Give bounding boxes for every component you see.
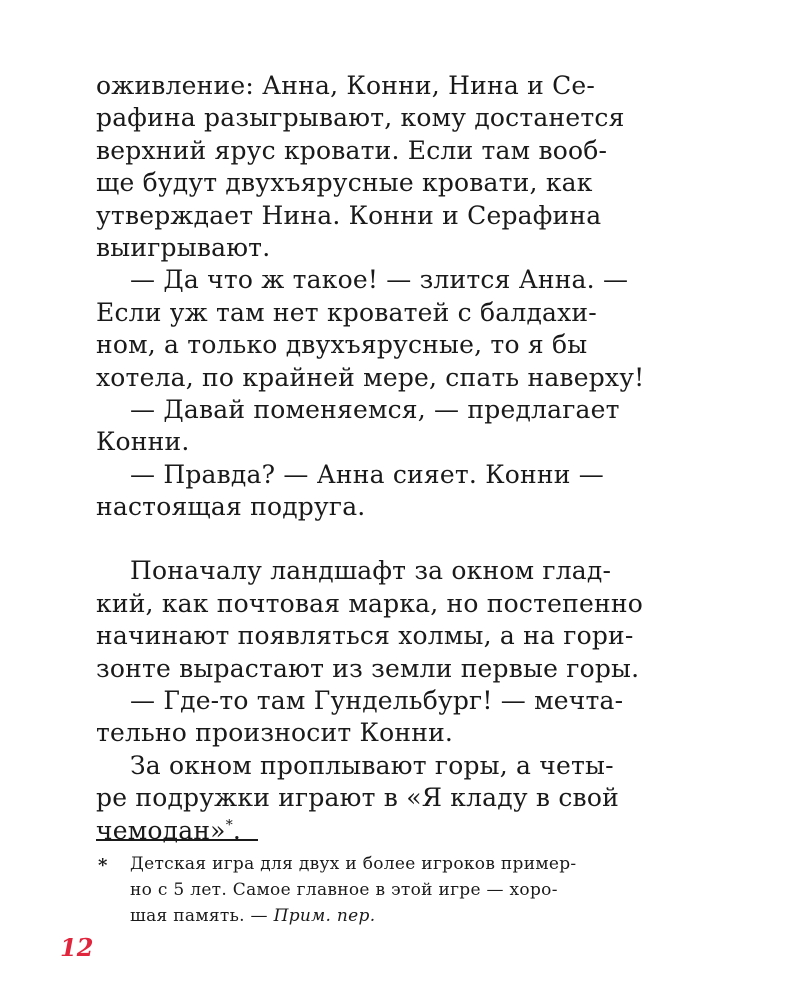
text-line: — Да что ж такое! — злится Анна. — [130, 265, 629, 295]
footnote-reference: * [225, 817, 233, 834]
footnote-marker: * [98, 855, 108, 876]
text-line: начинают появляться холмы, а на гори- [96, 621, 634, 651]
text-line: зонте вырастают из земли первые горы. [96, 653, 640, 683]
period: . [232, 815, 242, 845]
text-line: хотела, по крайней мере, спать наверху! [96, 362, 645, 392]
text-line [96, 815, 676, 847]
text-line: настоящая подруга. [96, 492, 366, 522]
text-line: рафина разыгрывают, кому достанется [96, 103, 625, 133]
text-line: утверждает Нина. Конни и Серафина [96, 200, 602, 230]
page-number: 12 [60, 933, 94, 962]
text-line: ном, а только двухъярусные, то я бы [96, 330, 588, 360]
text-line: Если уж там нет кроватей с балдахи- [96, 297, 597, 327]
paragraph-gap [96, 523, 676, 555]
text-line: — Правда? — Анна сияет. Конни — [130, 459, 604, 489]
text-line: кий, как почтовая марка, но постепенно [96, 588, 643, 618]
text-line: ре подружки играют в «Я кладу в свой [96, 783, 619, 813]
footnote-divider [96, 839, 258, 841]
text-line: тельно произносит Конни. [96, 718, 454, 748]
footnote [96, 851, 696, 929]
text-line: — Где-то там Гундельбург! — мечта- [130, 686, 624, 716]
text-line: оживление: Анна, Конни, Нина и Се- [96, 71, 596, 100]
last-line-text: чемодан» [96, 815, 226, 845]
text-line: За окном проплывают горы, а четы- [130, 750, 614, 780]
footnote-line: но с 5 лет. Самое главное в этой игре — хоро- [130, 880, 558, 900]
footnote-line-text: шая память. — [130, 906, 274, 926]
translator-note: Прим. пер. [273, 906, 376, 926]
main-text [96, 70, 676, 847]
text-line: Конни. [96, 427, 190, 457]
text-line: выигрывают. [96, 232, 271, 262]
footnote-line: Детская игра для двух и более игроков пример- [130, 854, 577, 874]
text-line: — Давай поменяемся, — предлагает [130, 394, 620, 424]
text-line: верхний ярус кровати. Если там вооб- [96, 135, 608, 165]
text-line: ще будут двухъярусные кровати, как [96, 168, 593, 198]
footnote-line [96, 903, 696, 929]
text-line: Поначалу ландшафт за окном глад- [130, 556, 612, 586]
